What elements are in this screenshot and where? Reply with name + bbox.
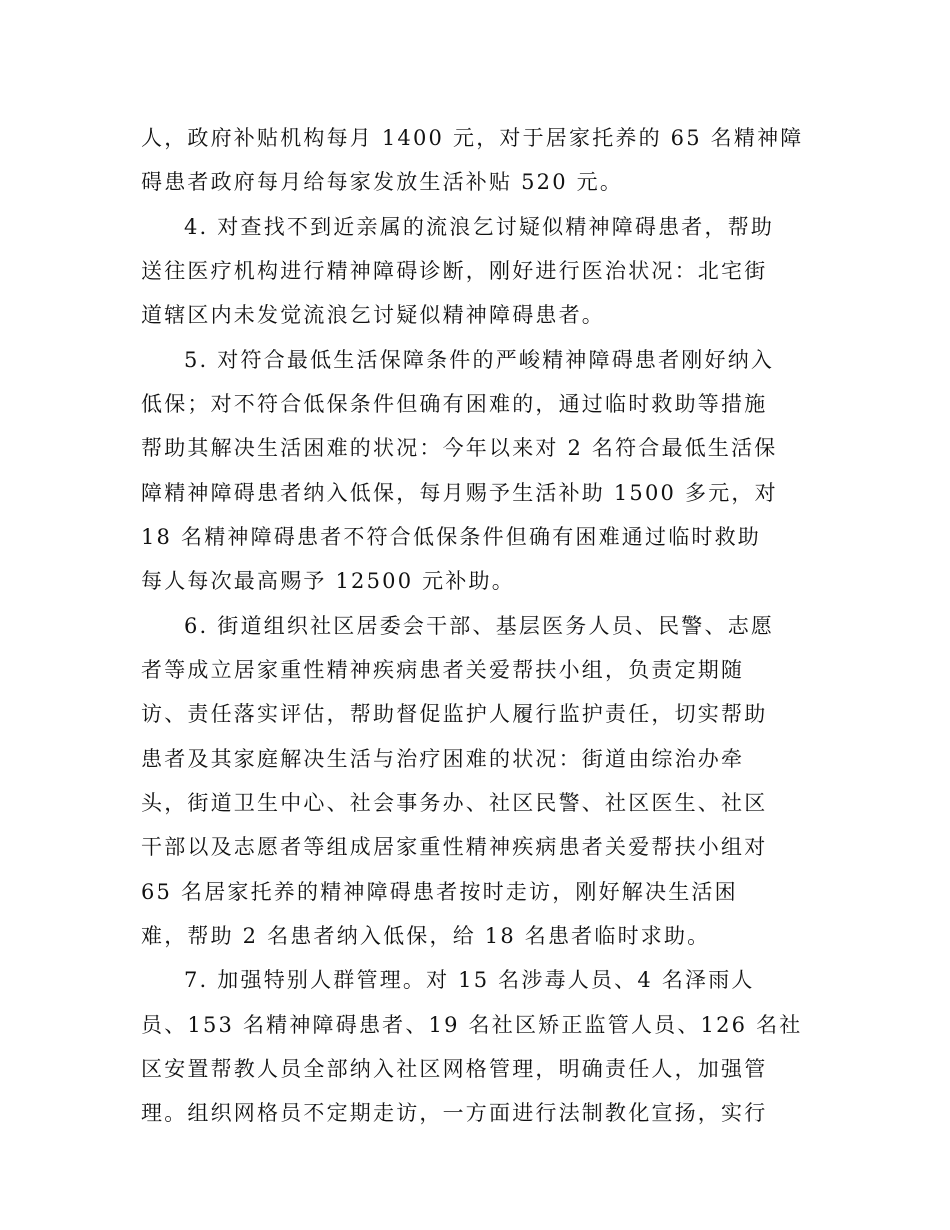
text-line: 访、责任落实评估，帮助督促监护人履行监护责任，切实帮助 (141, 702, 768, 726)
text-line: 碍患者政府每月给每家发放生活补贴 520 元。 (141, 170, 624, 194)
text-line: 65 名居家托养的精神障碍患者按时走访，刚好解决生活困 (141, 880, 738, 904)
paragraph-4-start: 4. 对查找不到近亲属的流浪乞讨疑似精神障碍患者，帮助 (184, 215, 775, 239)
paragraph-7-start: 7. 加强特别人群管理。对 15 名涉毒人员、4 名泽雨人 (184, 968, 755, 992)
text-line: 头，街道卫生中心、社会事务办、社区民警、社区医生、社区 (141, 791, 768, 815)
text-line: 人，政府补贴机构每月 1400 元，对于居家托养的 65 名精神障 (141, 126, 804, 150)
text-line: 18 名精神障碍患者不符合低保条件但确有困难通过临时救助 (141, 525, 761, 549)
text-line: 患者及其家庭解决生活与治疗困难的状况：街道由综治办牵 (141, 747, 745, 771)
text-line: 低保；对不符合低保条件但确有困难的，通过临时救助等措施 (141, 392, 768, 416)
text-line: 障精神障碍患者纳入低保，每月赐予生活补助 1500 多元，对 (141, 481, 778, 505)
text-line: 员、153 名精神障碍患者、19 名社区矫正监管人员、126 名社 (141, 1013, 803, 1037)
text-line: 干部以及志愿者等组成居家重性精神疾病患者关爱帮扶小组对 (141, 835, 768, 859)
paragraph-6-start: 6. 街道组织社区居委会干部、基层医务人员、民警、志愿 (184, 614, 775, 638)
paragraph-5-start: 5. 对符合最低生活保障条件的严峻精神障碍患者刚好纳入 (184, 348, 775, 372)
text-line: 者等成立居家重性精神疾病患者关爱帮扶小组，负责定期随 (141, 658, 745, 682)
text-line: 难，帮助 2 名患者纳入低保，给 18 名患者临时求助。 (141, 924, 711, 948)
text-line: 送往医疗机构进行精神障碍诊断，刚好进行医治状况：北宅街 (141, 259, 768, 283)
text-line: 理。组织网格员不定期走访，一方面进行法制教化宣扬，实行 (141, 1101, 768, 1125)
text-line: 每人每次最高赐予 12500 元补助。 (141, 569, 515, 593)
text-line: 区安置帮教人员全部纳入社区网格管理，明确责任人，加强管 (141, 1057, 768, 1081)
text-line: 道辖区内未发觉流浪乞讨疑似精神障碍患者。 (141, 303, 605, 327)
text-line: 帮助其解决生活困难的状况：今年以来对 2 名符合最低生活保 (141, 436, 778, 460)
